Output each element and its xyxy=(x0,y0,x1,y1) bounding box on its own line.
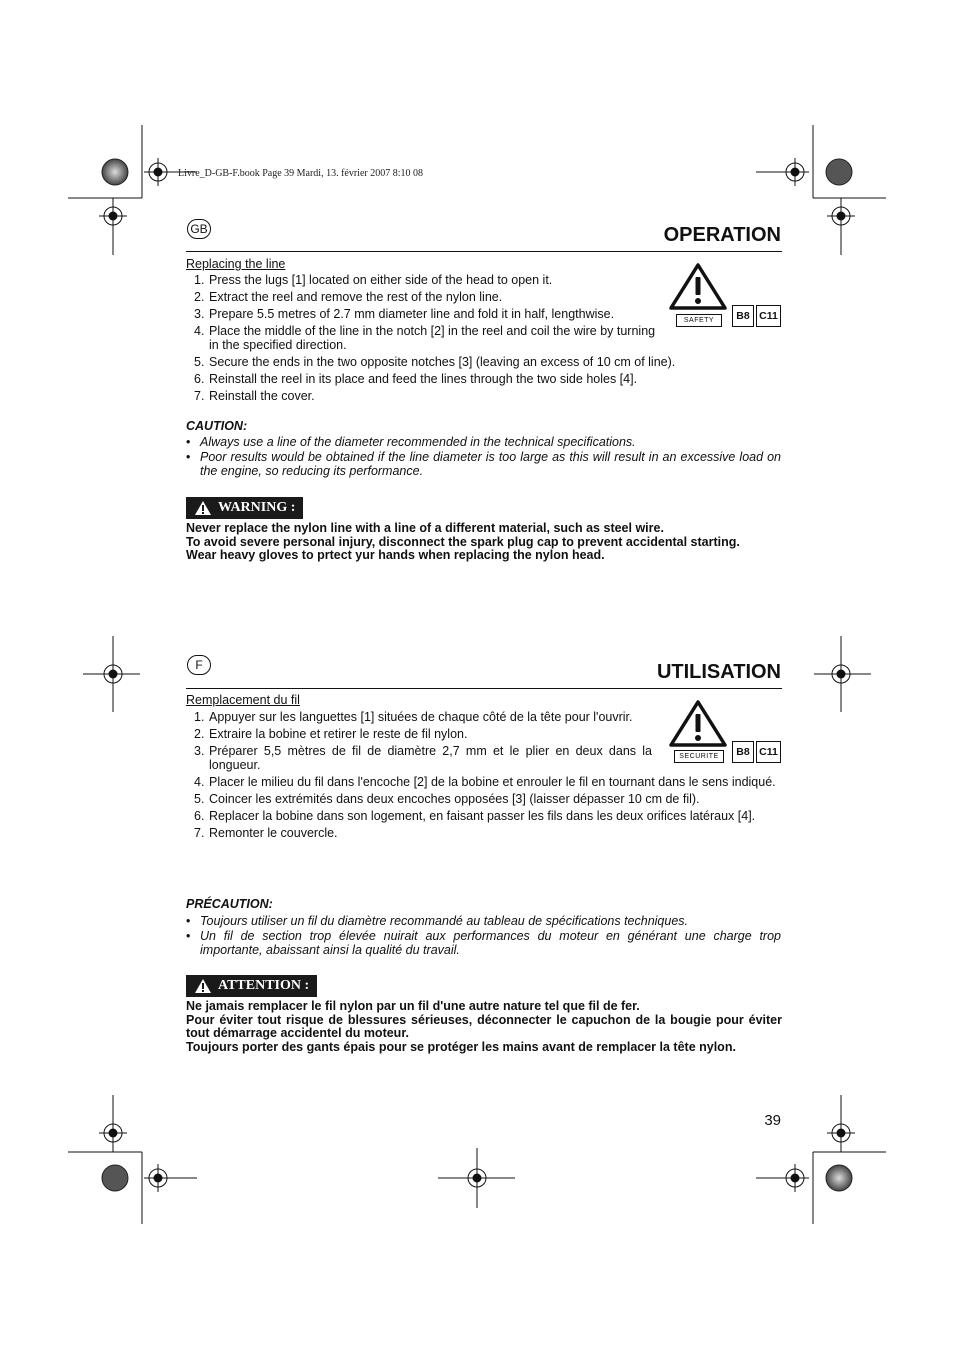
language-badge-f: F xyxy=(187,655,211,675)
sunburst-mark-bottom-left xyxy=(102,1165,128,1191)
warning-text-gb xyxy=(186,522,782,563)
warning-text-f xyxy=(186,1000,782,1054)
warning-line: Wear heavy gloves to prtect yur hands when replacing the nylon head. xyxy=(186,548,605,562)
sunburst-mark-top-right xyxy=(826,159,852,185)
list-item: 4. Place the middle of the line in the notch [2] in the reel and coil the wire by turning in the specified direction. xyxy=(194,324,656,352)
section-title-operation: OPERATION xyxy=(663,224,781,246)
instruction-list-gb xyxy=(186,273,676,407)
caution-heading: PRÉCAUTION: xyxy=(186,897,273,911)
warning-line: Toujours porter des gants épais pour se protéger les mains avant de remplacer la tête nylon. xyxy=(186,1039,736,1054)
list-item: 3. Préparer 5,5 mètres de fil de diamètre 2,7 mm et le plier en deux dans la longueur. xyxy=(194,744,652,772)
list-item: • Toujours utiliser un fil du diamètre recommandé au tableau de spécifications techniques. xyxy=(186,914,689,928)
list-item: 5. Coincer les extrémités dans deux encoches opposées [3] (laisser dépasser 10 cm de fil). xyxy=(194,791,700,806)
list-item: 7. Remonter le couvercle. xyxy=(194,825,338,840)
list-item: 3. Prepare 5.5 metres of 2.7 mm diameter line and fold it in half, lengthwise. xyxy=(194,307,615,321)
warning-line: Never replace the nylon line with a line of a different material, such as steel wire. xyxy=(186,521,664,535)
list-item: • Poor results would be obtained if the line diameter is too large as this will result in an excessive load on the engine, so reducing its performance. xyxy=(186,449,781,478)
warning-label: ATTENTION : xyxy=(218,978,310,993)
section-divider xyxy=(186,251,782,252)
list-item: 7. Reinstall the cover. xyxy=(194,388,315,403)
list-item: 4. Placer le milieu du fil dans l'encoche [2] de la bobine et enrouler le fil en tournant dans le sens indiqué. xyxy=(194,774,776,789)
section-title-utilisation: UTILISATION xyxy=(656,661,781,683)
section-divider xyxy=(186,688,782,689)
reference-code-b8: B8 xyxy=(732,741,754,763)
subsection-title: Replacing the line xyxy=(186,257,286,271)
warning-banner xyxy=(186,497,303,519)
book-file-info: Livre_D-GB-F.book Page 39 Mardi, 13. février 2007 8:10 08 xyxy=(178,168,423,179)
warning-banner xyxy=(186,975,317,997)
page-number: 39 xyxy=(764,1112,781,1129)
list-item: 6. Replacer la bobine dans son logement, en faisant passer les fils dans les deux orifices latéraux [4]. xyxy=(194,808,756,823)
reference-code-b8: B8 xyxy=(732,305,754,327)
warning-triangle-icon xyxy=(194,500,212,516)
caution-heading: CAUTION: xyxy=(186,419,248,433)
language-badge-gb: GB xyxy=(187,219,211,239)
sunburst-mark-bottom-right xyxy=(826,1165,852,1191)
sunburst-mark-top-left xyxy=(102,159,128,185)
warning-line: Pour éviter tout risque de blessures sérieuses, déconnecter le capuchon de la bougie pour éviter tout démarrage accidentel du moteur. xyxy=(186,1012,782,1040)
caution-list-gb xyxy=(186,435,781,479)
list-item: 1. Appuyer sur les languettes [1] situées de chaque côté de la tête pour l'ouvrir. xyxy=(194,710,633,724)
warning-triangle-icon xyxy=(194,978,212,994)
list-item: 2. Extraire la bobine et retirer le reste de fil nylon. xyxy=(194,727,468,741)
list-item: • Un fil de section trop élevée nuirait aux performances du moteur en générant une charge trop importante, abaissant ainsi la qualité du travail. xyxy=(186,928,781,957)
list-item: • Always use a line of the diameter recommended in the technical specifications. xyxy=(186,435,636,449)
reference-code-c11: C11 xyxy=(756,741,781,763)
safety-caption: SAFETY xyxy=(676,314,722,327)
list-item: 1. Press the lugs [1] located on either side of the head to open it. xyxy=(194,273,553,287)
safety-warning-icon xyxy=(668,262,728,312)
safety-warning-icon xyxy=(668,699,728,749)
subsection-title: Remplacement du fil xyxy=(186,693,300,707)
caution-list-f xyxy=(186,914,781,958)
list-item: 6. Reinstall the reel in its place and feed the lines through the two side holes [4]. xyxy=(194,371,638,386)
warning-label: WARNING : xyxy=(218,500,296,515)
list-item: 5. Secure the ends in the two opposite notches [3] (leaving an excess of 10 cm of line). xyxy=(194,354,676,369)
safety-caption: SECURITE xyxy=(674,750,724,763)
warning-line: Ne jamais remplacer le fil nylon par un fil d'une autre nature tel que fil de fer. xyxy=(186,999,640,1013)
list-item: 2. Extract the reel and remove the rest of the nylon line. xyxy=(194,290,503,304)
reference-code-c11: C11 xyxy=(756,305,781,327)
warning-line: To avoid severe personal injury, disconnect the spark plug cap to prevent accidental starting. xyxy=(186,534,740,549)
